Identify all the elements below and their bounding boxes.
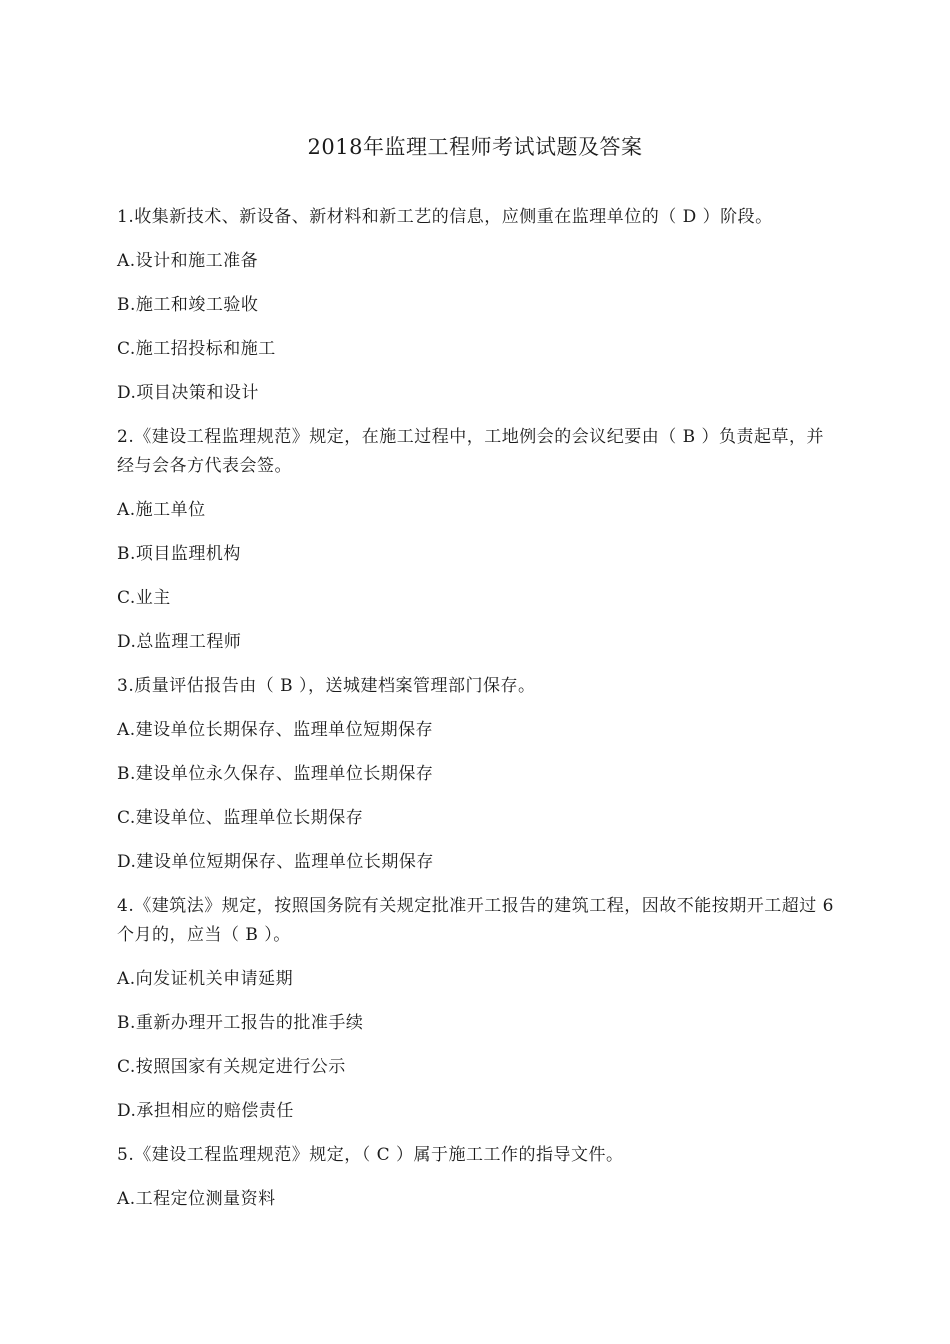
option-d: D.承担相应的赔偿责任 <box>117 1101 294 1121</box>
option-a: A.向发证机关申请延期 <box>117 969 294 989</box>
question-text: 4.《建筑法》规定，按照国务院有关规定批准开工报告的建筑工程，因故不能按期开工超过 6 个月的，应当（ B ）。 <box>117 896 834 945</box>
option-a: A.工程定位测量资料 <box>117 1189 276 1209</box>
question-3 <box>117 672 837 877</box>
option-a: A.建设单位长期保存、监理单位短期保存 <box>117 720 434 740</box>
question-1 <box>117 203 837 408</box>
option-c: C.施工招投标和施工 <box>117 339 276 359</box>
question-text: 5.《建设工程监理规范》规定，（ C ）属于施工工作的指导文件。 <box>117 1145 624 1165</box>
option-d: D.总监理工程师 <box>117 632 242 652</box>
question-text: 1.收集新技术、新设备、新材料和新工艺的信息，应侧重在监理单位的（ D ）阶段。 <box>117 207 773 227</box>
option-c: C.业主 <box>117 588 171 608</box>
option-b: B.重新办理开工报告的批准手续 <box>117 1013 364 1033</box>
option-a: A.施工单位 <box>117 500 206 520</box>
option-a: A.设计和施工准备 <box>117 251 259 271</box>
option-b: B.施工和竣工验收 <box>117 295 259 315</box>
question-5 <box>117 1141 837 1214</box>
option-b: B.建设单位永久保存、监理单位长期保存 <box>117 764 434 784</box>
question-list <box>117 203 837 1229</box>
option-b: B.项目监理机构 <box>117 544 241 564</box>
option-d: D.建设单位短期保存、监理单位长期保存 <box>117 852 434 872</box>
option-d: D.项目决策和设计 <box>117 383 259 403</box>
document-title: 2018年监理工程师考试试题及答案 <box>307 135 643 159</box>
question-2 <box>117 423 837 657</box>
question-text: 3.质量评估报告由（ B ），送城建档案管理部门保存。 <box>117 676 536 696</box>
option-c: C.建设单位、监理单位长期保存 <box>117 808 364 828</box>
question-4 <box>117 892 837 1126</box>
option-c: C.按照国家有关规定进行公示 <box>117 1057 346 1077</box>
question-text: 2.《建设工程监理规范》规定，在施工过程中，工地例会的会议纪要由（ B ）负责起草，并经与会各方代表会签。 <box>117 427 825 476</box>
